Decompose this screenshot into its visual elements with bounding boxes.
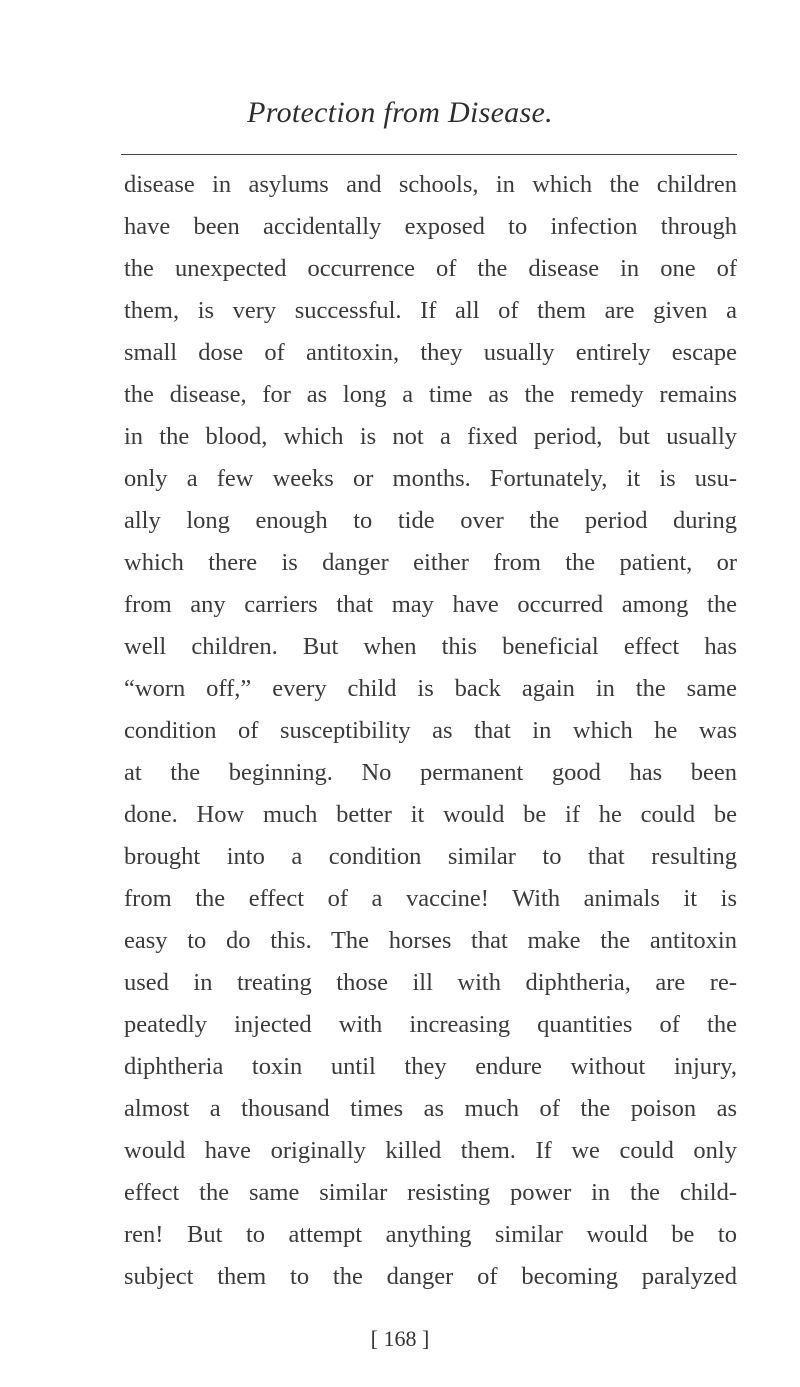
text-line: only a few weeks or months. Fortunately, it is usu- [124,465,737,492]
header-rule [121,154,737,155]
text-line: diphtheria toxin until they endure without injury, [124,1053,737,1080]
text-line: from any carriers that may have occurred among the [124,591,737,618]
text-line: small dose of antitoxin, they usually entirely escape [124,339,737,366]
text-line: effect the same similar resisting power in the child- [124,1179,737,1206]
text-line: disease in asylums and schools, in which the children [124,171,737,198]
text-line: well children. But when this beneficial effect has [124,633,737,660]
text-line: at the beginning. No permanent good has been [124,759,737,786]
text-line: ally long enough to tide over the period during [124,507,737,534]
text-line: the disease, for as long a time as the remedy remains [124,381,737,408]
text-line: have been accidentally exposed to infection through [124,213,737,240]
text-line: ren! But to attempt anything similar would be to [124,1221,737,1248]
text-line: easy to do this. The horses that make the antitoxin [124,927,737,954]
page-number: [ 168 ] [370,1326,430,1351]
text-line: brought into a condition similar to that resulting [124,843,737,870]
text-line: the unexpected occurrence of the disease in one of [124,255,737,282]
text-line: condition of susceptibility as that in which he was [124,717,737,744]
text-line: “worn off,” every child is back again in the same [124,675,737,702]
text-line: peatedly injected with increasing quantities of the [124,1011,737,1038]
text-line: which there is danger either from the patient, or [124,549,737,576]
text-line: done. How much better it would be if he could be [124,801,737,828]
running-head: Protection from Disease. [247,96,553,129]
text-line: almost a thousand times as much of the poison as [124,1095,737,1122]
body-text [124,164,737,1298]
text-line: them, is very successful. If all of them are given a [124,297,737,324]
text-line: in the blood, which is not a fixed period, but usually [124,423,737,450]
text-line: used in treating those ill with diphtheria, are re- [124,969,737,996]
text-line: would have originally killed them. If we could only [124,1137,737,1164]
text-line: subject them to the danger of becoming paralyzed [124,1263,737,1290]
text-line: from the effect of a vaccine! With animals it is [124,885,737,912]
